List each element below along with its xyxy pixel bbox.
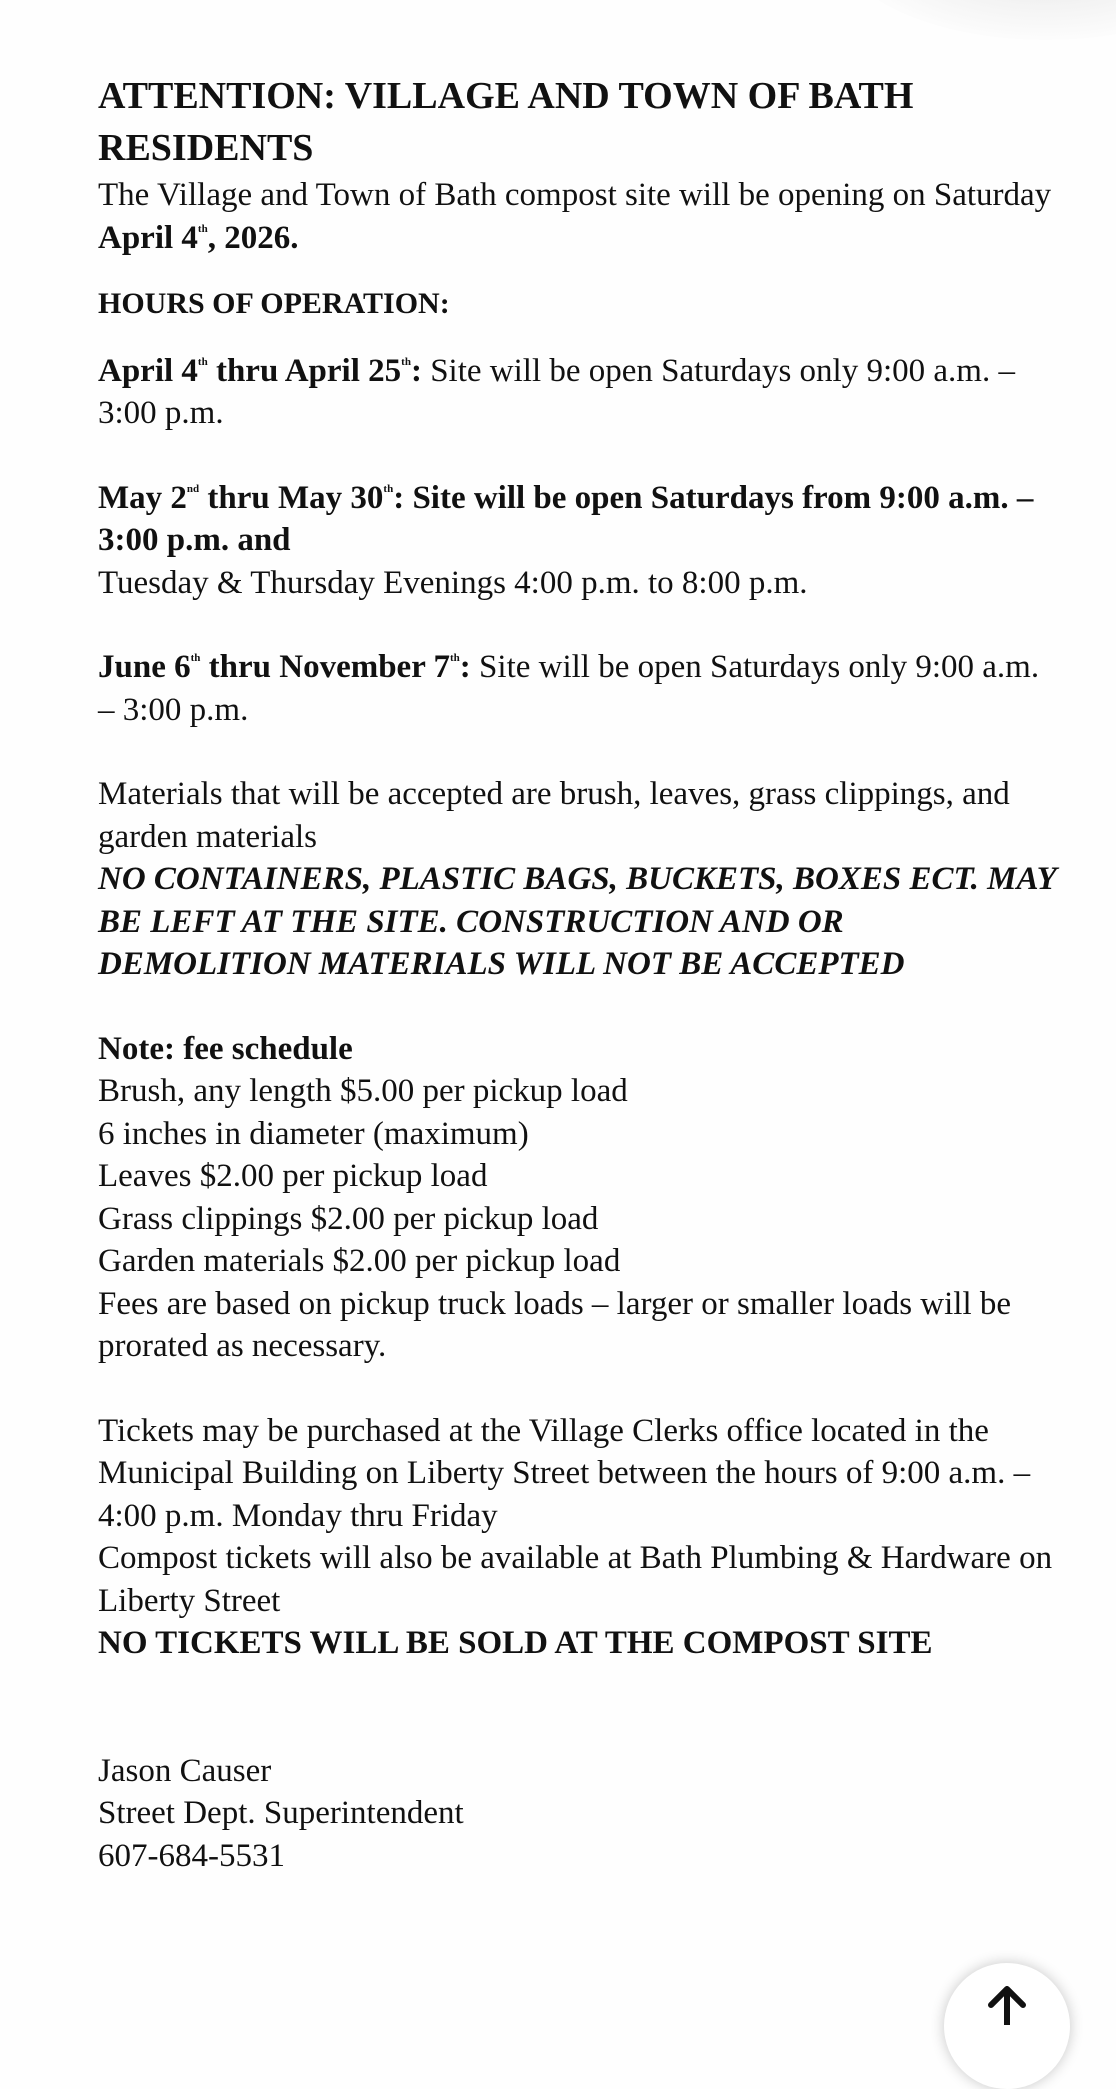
intro-date: April 4th, 2026. <box>98 219 299 256</box>
materials-text: Materials that will be accepted are brush, leaves, grass clippings, and garden materials <box>98 776 1010 855</box>
fee-item: Leaves $2.00 per pickup load <box>98 1158 488 1194</box>
notice-title: ATTENTION: VILLAGE AND TOWN OF BATH RESIDENTS <box>98 75 914 169</box>
signature-role: Street Dept. Superintendent <box>98 1795 464 1831</box>
fee-item: Garden materials $2.00 per pickup load <box>98 1243 621 1279</box>
tickets-alt-location: Compost tickets will also be available at Bath Plumbing & Hardware on Liberty Street <box>98 1540 1053 1619</box>
signature-name: Jason Causer <box>98 1752 272 1789</box>
notice-document <box>98 70 1058 1877</box>
hours-entry-may: May 2nd thru May 30th: Site will be open Saturdays from 9:00 a.m. – 3:00 p.m. and <box>98 479 1034 558</box>
intro-paragraph <box>98 174 1058 259</box>
scroll-to-top-button[interactable] <box>944 1963 1070 2089</box>
intro-text: The Village and Town of Bath compost site will be opening on Saturday <box>98 177 1052 213</box>
fee-note: Fees are based on pickup truck loads – larger or smaller loads will be prorated as necessary. <box>98 1285 1012 1364</box>
tickets-text: Tickets may be purchased at the Village Clerks office located in the Municipal Building on Liberty Street between the hours of 9:00 a.m. – 4:00 p.m. Monday thru Friday <box>98 1412 1031 1534</box>
fee-item: Brush, any length $5.00 per pickup load <box>98 1073 628 1109</box>
fee-heading: Note: fee schedule <box>98 1030 353 1067</box>
arrow-up-icon <box>985 1985 1029 2025</box>
fee-item: Grass clippings $2.00 per pickup load <box>98 1200 599 1237</box>
hours-entry-june: June 6th thru November 7th: Site will be open Saturdays only 9:00 a.m. – 3:00 p.m. <box>98 649 1040 728</box>
page-corner-shadow <box>836 0 1116 40</box>
fee-item: 6 inches in diameter (maximum) <box>98 1115 529 1152</box>
signature-phone: 607-684-5531 <box>98 1837 285 1874</box>
hours-entry-april: April 4th thru April 25th: Site will be open Saturdays only 9:00 a.m. – 3:00 p.m. <box>98 352 1015 431</box>
tickets-warning: NO TICKETS WILL BE SOLD AT THE COMPOST SITE <box>98 1625 933 1661</box>
materials-warning: NO CONTAINERS, PLASTIC BAGS, BUCKETS, BOXES ECT. MAY BE LEFT AT THE SITE. CONSTRUCTION AND OR DEMOLITION MATERIALS WILL NOT BE ACCEPTED <box>98 861 1056 982</box>
hours-entry-may-evenings: Tuesday & Thursday Evenings 4:00 p.m. to 8:00 p.m. <box>98 564 808 601</box>
hours-heading: HOURS OF OPERATION: <box>98 287 450 320</box>
